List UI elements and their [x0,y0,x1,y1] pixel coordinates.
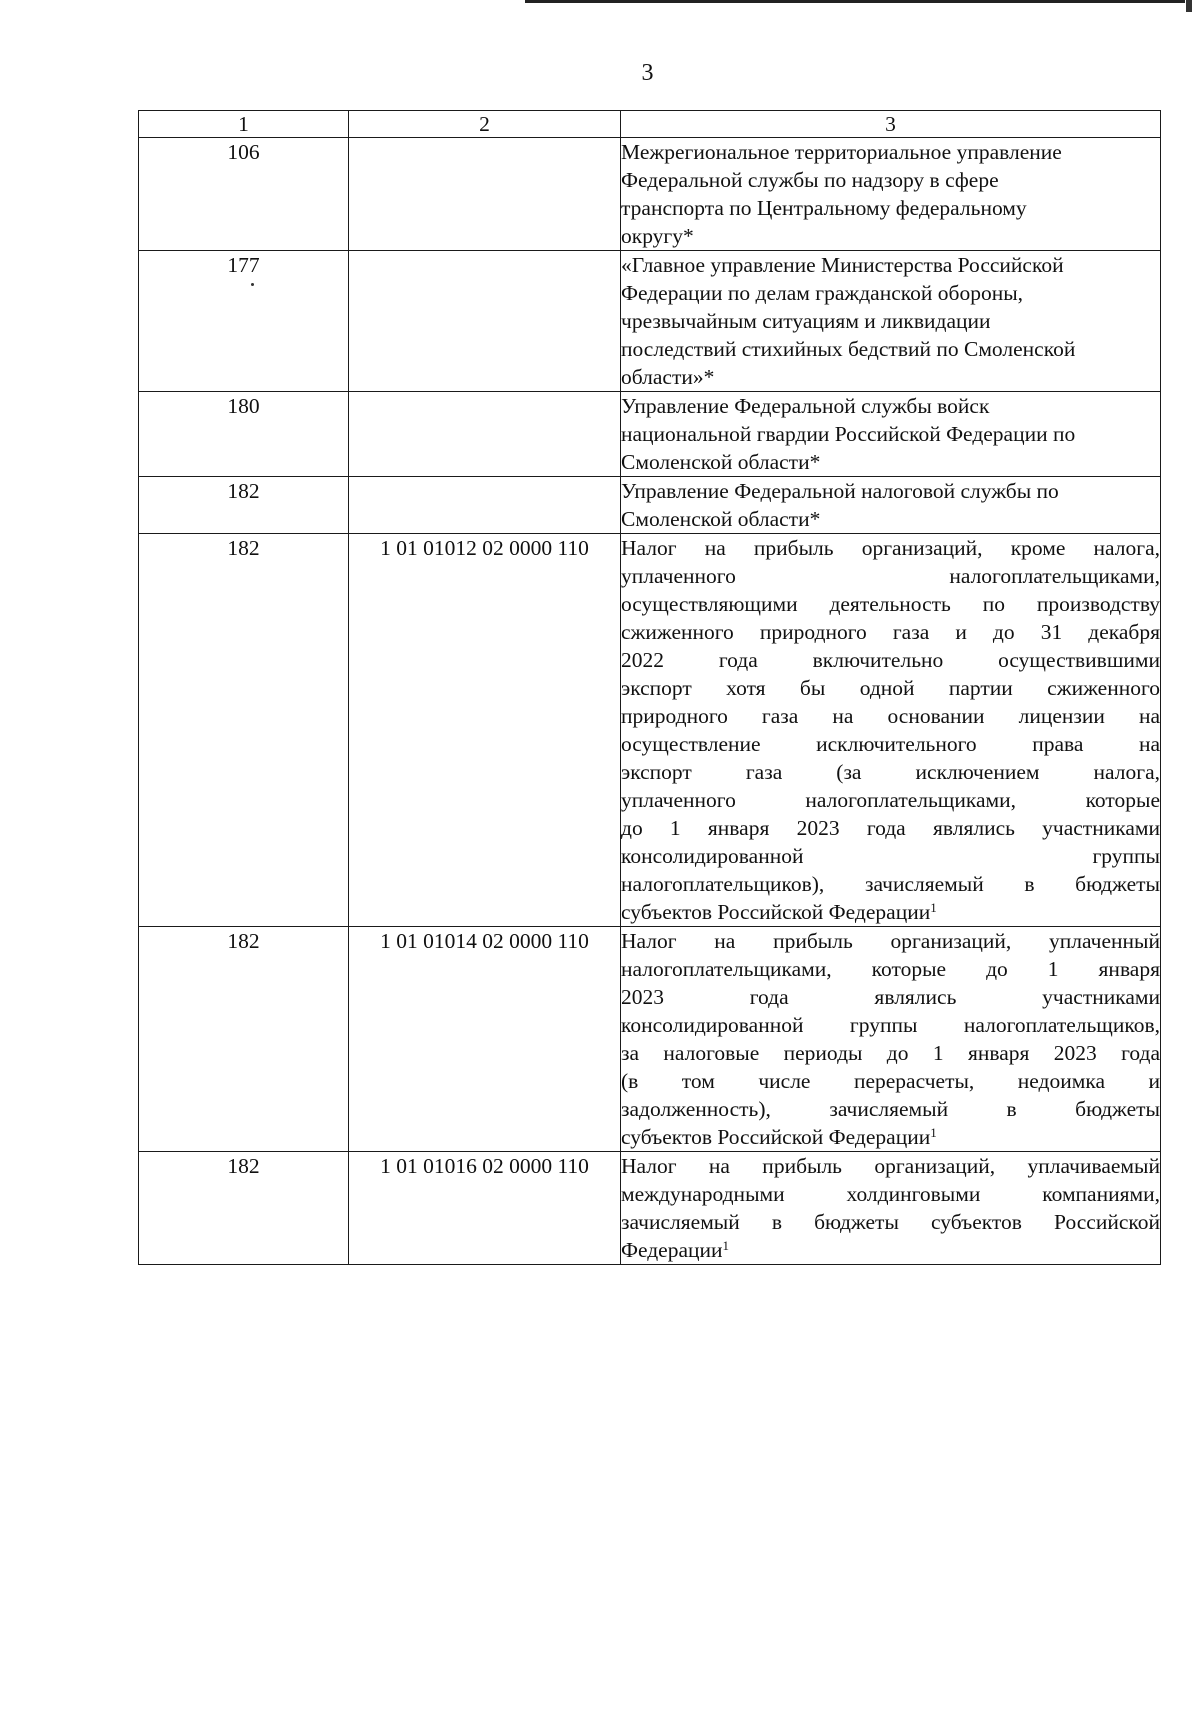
admin-code-cell [139,392,349,477]
budget-classification-code-cell [349,534,621,927]
description-line [621,1180,1160,1208]
description-text: Федерации по делам гражданской обороны, [621,281,1024,305]
description-text: Федерации [621,1238,723,1262]
top-edge-rule [525,0,1185,3]
description-line [621,955,1160,983]
description-line [621,842,1160,870]
description-text: природного газа на основании лицензии на [621,704,1160,728]
description-text: консолидированной группы [621,844,1160,868]
description-line [621,420,1160,448]
description-text: за налоговые периоды до 1 января 2023 года [621,1041,1160,1065]
description-text: Смоленской области* [621,507,821,531]
footnote-marker: 1 [930,1125,937,1140]
description-line [621,448,1160,476]
description-line [621,363,1160,391]
admin-code: 182 [227,929,260,953]
description-line [621,730,1160,758]
table-row [139,392,1161,477]
budget-classification-code-cell [349,392,621,477]
description-cell [621,251,1161,392]
description-text: субъектов Российской Федерации [621,1125,931,1149]
description-line [621,590,1160,618]
description-line [621,983,1160,1011]
description-text: зачисляемый в бюджеты субъектов Российской [621,1210,1160,1234]
description-line [621,870,1160,898]
table-row [139,477,1161,534]
description-line [621,194,1160,222]
header-col-2: 2 [349,111,621,138]
budget-classification-code: 1 01 01012 02 0000 110 [380,536,589,560]
description-text: осуществление исключительного права на [621,732,1160,756]
table-row [139,138,1161,251]
table-row [139,927,1161,1152]
description-line [621,562,1160,590]
description-text: субъектов Российской Федерации [621,900,931,924]
admin-code: 106 [227,140,260,164]
description-line [621,1011,1160,1039]
description-line [621,814,1160,842]
description-text: национальной гвардии Российской Федерации по [621,422,1076,446]
description-text: Налог на прибыль организаций, уплаченный [621,929,1160,953]
description-text: Налог на прибыль организаций, кроме налога, [621,536,1160,560]
description-text: Управление Федеральной службы войск [621,394,990,418]
description-text: Управление Федеральной налоговой службы по [621,479,1059,503]
description-text: транспорта по Центральному федеральному [621,196,1027,220]
stray-dot-mark [139,279,348,291]
description-text: Межрегиональное территориальное управление [621,140,1062,164]
description-line [621,674,1160,702]
admin-code: 180 [227,394,260,418]
description-line [621,279,1160,307]
admin-code-cell [139,477,349,534]
description-line [621,786,1160,814]
description-text: осуществляющими деятельность по производству [621,592,1160,616]
budget-classification-code-cell [349,1152,621,1265]
description-text: до 1 января 2023 года являлись участниками [621,816,1160,840]
description-line [621,1067,1160,1095]
description-line [621,618,1160,646]
description-text: сжиженного природного газа и до 31 декабря [621,620,1160,644]
description-line [621,505,1160,533]
description-line [621,307,1160,335]
budget-classification-code-cell [349,138,621,251]
description-line [621,534,1160,562]
description-text: налогоплательщиков), зачисляемый в бюджеты [621,872,1160,896]
description-line [621,898,1160,926]
description-line [621,335,1160,363]
table-row [139,1152,1161,1265]
budget-classification-code: 1 01 01014 02 0000 110 [380,929,589,953]
description-text: 2022 года включительно осуществившими [621,648,1160,672]
description-line [621,251,1160,279]
description-line [621,927,1160,955]
admin-code-cell [139,138,349,251]
description-text: округу* [621,224,694,248]
description-cell [621,534,1161,927]
admin-code: 182 [227,536,260,560]
table-row [139,251,1161,392]
description-line [621,222,1160,250]
admin-code-cell [139,534,349,927]
description-text: экспорт газа (за исключением налога, [621,760,1160,784]
description-text: уплаченного налогоплательщиками, которые [621,788,1160,812]
description-line [621,166,1160,194]
admin-code-cell [139,927,349,1152]
description-cell [621,392,1161,477]
description-line [621,392,1160,420]
description-cell [621,927,1161,1152]
stray-dot [251,283,254,286]
description-cell [621,1152,1161,1265]
top-edge-mark [1186,0,1192,12]
footnote-marker: 1 [722,1238,730,1253]
description-text: 2023 года являлись участниками [621,985,1160,1009]
budget-classification-code-cell [349,477,621,534]
table-row [139,534,1161,927]
description-text: уплаченного налогоплательщиками, [621,564,1160,588]
description-text: Налог на прибыль организаций, уплачиваемый [621,1154,1160,1178]
description-text: задолженность), зачисляемый в бюджеты [621,1097,1160,1121]
admin-code-cell [139,251,349,392]
description-text: экспорт хотя бы одной партии сжиженного [621,676,1160,700]
description-text: области»* [621,365,715,389]
description-line [621,758,1160,786]
header-col-1: 1 [139,111,349,138]
budget-classification-code-cell [349,927,621,1152]
description-line [621,477,1160,505]
description-cell [621,138,1161,251]
description-line [621,1208,1160,1236]
description-line [621,138,1160,166]
admin-code-cell [139,1152,349,1265]
budget-classification-code: 1 01 01016 02 0000 110 [380,1154,589,1178]
budget-revenue-table [138,110,1161,1265]
description-text: международными холдинговыми компаниями, [621,1182,1160,1206]
description-text: Федеральной службы по надзору в сфере [621,168,999,192]
description-cell [621,477,1161,534]
description-line [621,1039,1160,1067]
admin-code: 182 [227,479,260,503]
admin-code: 177 [227,253,260,277]
description-text: налогоплательщиками, которые до 1 января [621,957,1160,981]
header-col-3: 3 [621,111,1161,138]
description-line [621,702,1160,730]
budget-classification-code-cell [349,251,621,392]
description-line [621,1152,1160,1180]
description-line [621,1123,1160,1151]
description-line [621,1236,1160,1264]
description-text: (в том числе перерасчеты, недоимка и [621,1069,1160,1093]
footnote-marker: 1 [930,900,937,915]
description-line [621,1095,1160,1123]
table-header-row [139,111,1161,138]
description-text: консолидированной группы налогоплательщиков, [621,1013,1160,1037]
description-text: «Главное управление Министерства Российской [621,253,1064,277]
description-text: Смоленской области* [621,450,821,474]
description-line [621,646,1160,674]
admin-code: 182 [227,1154,260,1178]
page-number: 3 [641,60,654,86]
description-text: чрезвычайным ситуациям и ликвидации [621,309,991,333]
description-text: последствий стихийных бедствий по Смоленской [621,337,1076,361]
table-body [139,138,1161,1265]
